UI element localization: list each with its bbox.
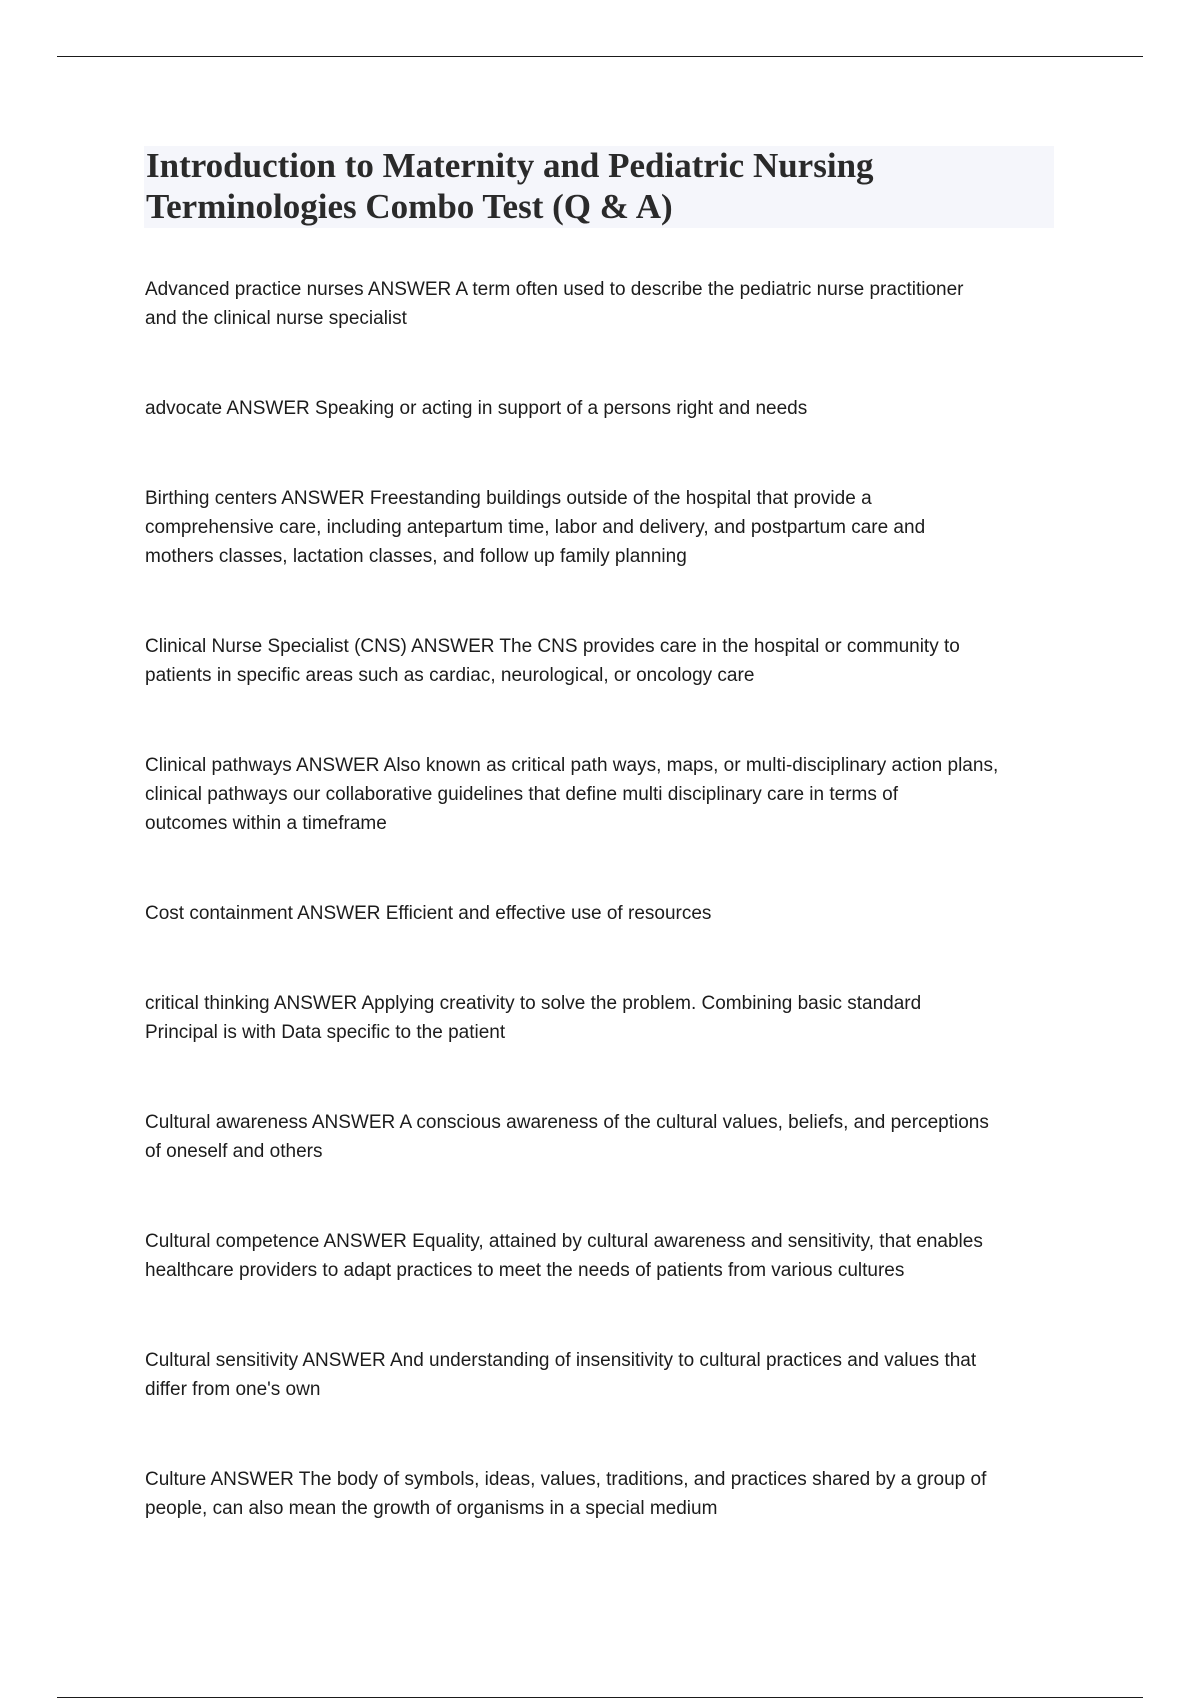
term-entry-culture: Culture ANSWER The body of symbols, ideas, values, traditions, and practices shared by a group of people, can also mean the growth of organisms in a special medium <box>145 1469 987 1519</box>
header-rule <box>57 56 1143 57</box>
footer-rule <box>57 1697 1143 1698</box>
document-title: Introduction to Maternity and Pediatric Nursing Terminologies Combo Test (Q & A) <box>146 146 874 226</box>
term-entry-clinical-nurse-specialist: Clinical Nurse Specialist (CNS) ANSWER The CNS provides care in the hospital or community to patients in specific areas such as cardiac, neurological, or oncology care <box>145 636 960 686</box>
term-entry-advanced-practice-nurses: Advanced practice nurses ANSWER A term often used to describe the pediatric nurse practitioner and the clinical nurse specialist <box>145 279 964 329</box>
term-entry-cultural-sensitivity: Cultural sensitivity ANSWER And understanding of insensitivity to cultural practices and values that differ from one's own <box>145 1350 977 1400</box>
term-entry-critical-thinking: critical thinking ANSWER Applying creativity to solve the problem. Combining basic standard Principal is with Data specific to the patient <box>145 993 922 1043</box>
term-entry-cultural-competence: Cultural competence ANSWER Equality, attained by cultural awareness and sensitivity, that enables healthcare providers to adapt practices to meet the needs of patients from various cultures <box>145 1231 983 1281</box>
term-entry-cost-containment: Cost containment ANSWER Efficient and effective use of resources <box>145 903 712 924</box>
term-entry-cultural-awareness: Cultural awareness ANSWER A conscious awareness of the cultural values, beliefs, and perceptions of oneself and others <box>145 1112 989 1162</box>
term-entry-birthing-centers: Birthing centers ANSWER Freestanding buildings outside of the hospital that provide a comprehensive care, including antepartum time, labor and delivery, and postpartum care and mothers classes, lactation classes, and follow up family planning <box>145 488 926 567</box>
term-entry-advocate: advocate ANSWER Speaking or acting in support of a persons right and needs <box>145 398 808 419</box>
term-list <box>145 275 1055 1523</box>
term-entry-clinical-pathways: Clinical pathways ANSWER Also known as critical path ways, maps, or multi-disciplinary action plans, clinical pathways our collaborative guidelines that define multi disciplinary care in terms of outcomes within a timeframe <box>145 755 999 834</box>
